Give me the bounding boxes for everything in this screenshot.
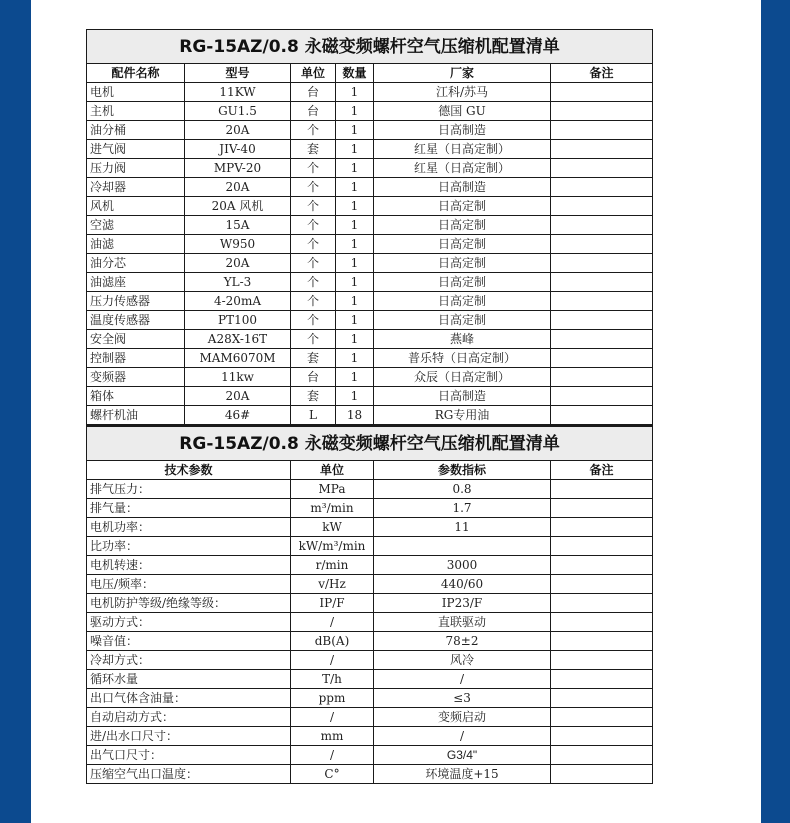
config-header-cell: 配件名称 <box>87 64 185 83</box>
table-cell: 个 <box>291 330 336 349</box>
table-cell: 电机防护等级/绝缘等级： <box>87 594 291 613</box>
table-cell: 安全阀 <box>87 330 185 349</box>
table-cell: 个 <box>291 159 336 178</box>
config-header-cell: 型号 <box>185 64 291 83</box>
table-cell: 个 <box>291 121 336 140</box>
table-row <box>87 727 653 746</box>
table-cell: PT100 <box>185 311 291 330</box>
table-cell <box>551 311 653 330</box>
table-cell: 驱动方式： <box>87 613 291 632</box>
table-cell: / <box>291 746 374 765</box>
table-cell: 直联驱动 <box>374 613 551 632</box>
spec-header-cell: 单位 <box>291 461 374 480</box>
spec-header-row <box>87 461 653 480</box>
table-cell <box>551 575 653 594</box>
table-cell: 油滤座 <box>87 273 185 292</box>
table-cell: 出气口尺寸： <box>87 746 291 765</box>
table-cell: kW <box>291 518 374 537</box>
table-cell: 螺杆机油 <box>87 406 185 425</box>
table-cell: / <box>291 708 374 727</box>
table-cell: 11KW <box>185 83 291 102</box>
table-cell <box>551 746 653 765</box>
table-row <box>87 178 653 197</box>
table-cell: 1 <box>336 121 374 140</box>
table-cell: 1 <box>336 387 374 406</box>
table-row <box>87 159 653 178</box>
table-cell: 变频启动 <box>374 708 551 727</box>
table-cell: 众辰（日高定制） <box>374 368 551 387</box>
table-cell: 20A 风机 <box>185 197 291 216</box>
table-cell: 4-20mA <box>185 292 291 311</box>
table-cell: 1 <box>336 254 374 273</box>
table-row <box>87 368 653 387</box>
table-cell <box>551 765 653 784</box>
table-row <box>87 518 653 537</box>
table-cell: 循环水量 <box>87 670 291 689</box>
table-row <box>87 556 653 575</box>
table-cell <box>551 518 653 537</box>
table-cell: 1 <box>336 292 374 311</box>
table-row <box>87 708 653 727</box>
table-cell: 日高制造 <box>374 178 551 197</box>
table-cell: YL-3 <box>185 273 291 292</box>
table-cell <box>551 632 653 651</box>
table-cell: A28X-16T <box>185 330 291 349</box>
table-cell: 油滤 <box>87 235 185 254</box>
table-cell: 个 <box>291 273 336 292</box>
table-cell: 进气阀 <box>87 140 185 159</box>
table-cell <box>551 708 653 727</box>
table-cell: 出口气体含油量： <box>87 689 291 708</box>
table-cell: 套 <box>291 140 336 159</box>
table-cell: 1 <box>336 311 374 330</box>
table-row <box>87 216 653 235</box>
table-cell: 11 <box>374 518 551 537</box>
table-cell: 78±2 <box>374 632 551 651</box>
table-row <box>87 406 653 425</box>
table-cell <box>551 556 653 575</box>
table-cell: 1 <box>336 349 374 368</box>
table-cell: 个 <box>291 235 336 254</box>
table-cell: 1 <box>336 368 374 387</box>
table-cell: 德国 GU <box>374 102 551 121</box>
table-cell: ≤3 <box>374 689 551 708</box>
config-header-cell: 单位 <box>291 64 336 83</box>
table-cell <box>551 727 653 746</box>
config-table <box>86 29 653 425</box>
table-cell: m³/min <box>291 499 374 518</box>
table-cell: C° <box>291 765 374 784</box>
table-cell: 46# <box>185 406 291 425</box>
spec-header-cell: 参数指标 <box>374 461 551 480</box>
table-cell <box>551 83 653 102</box>
table-row <box>87 83 653 102</box>
table-row <box>87 499 653 518</box>
table-cell: G3/4" <box>374 746 551 765</box>
table-cell <box>551 349 653 368</box>
table-cell <box>551 273 653 292</box>
table-cell: / <box>291 651 374 670</box>
table-cell: 环境温度+15 <box>374 765 551 784</box>
table-cell: 电机 <box>87 83 185 102</box>
table-row <box>87 575 653 594</box>
table-cell: IP23/F <box>374 594 551 613</box>
table-cell: kW/m³/min <box>291 537 374 556</box>
table-row <box>87 235 653 254</box>
table-cell: 台 <box>291 102 336 121</box>
table-cell: 1 <box>336 178 374 197</box>
table-cell <box>551 406 653 425</box>
table-cell: 套 <box>291 387 336 406</box>
table-cell: ppm <box>291 689 374 708</box>
table-cell: 排气量： <box>87 499 291 518</box>
table-cell: 套 <box>291 349 336 368</box>
table-cell: 噪音值： <box>87 632 291 651</box>
table-cell: 日高定制 <box>374 311 551 330</box>
table-cell: 1 <box>336 159 374 178</box>
table-cell: MPV-20 <box>185 159 291 178</box>
spec-table-title: RG-15AZ/0.8 永磁变频螺杆空气压缩机配置清单 <box>87 426 653 461</box>
table-row <box>87 765 653 784</box>
table-row <box>87 121 653 140</box>
table-cell: 台 <box>291 83 336 102</box>
table-cell: 日高定制 <box>374 273 551 292</box>
table-cell: 日高定制 <box>374 216 551 235</box>
table-cell: 11kw <box>185 368 291 387</box>
table-cell <box>551 121 653 140</box>
table-cell <box>551 330 653 349</box>
table-cell: 1 <box>336 235 374 254</box>
table-cell: 箱体 <box>87 387 185 406</box>
table-row <box>87 254 653 273</box>
table-cell: 电机功率： <box>87 518 291 537</box>
table-cell: 1 <box>336 83 374 102</box>
table-cell: T/h <box>291 670 374 689</box>
table-cell: 普乐特（日高定制） <box>374 349 551 368</box>
table-row <box>87 140 653 159</box>
table-cell: 日高制造 <box>374 121 551 140</box>
table-cell <box>551 197 653 216</box>
table-row <box>87 613 653 632</box>
table-cell: 个 <box>291 216 336 235</box>
table-cell: 个 <box>291 197 336 216</box>
spec-header-cell: 备注 <box>551 461 653 480</box>
table-cell: / <box>374 670 551 689</box>
table-cell <box>551 387 653 406</box>
config-header-cell: 数量 <box>336 64 374 83</box>
table-cell: 压力阀 <box>87 159 185 178</box>
table-row <box>87 349 653 368</box>
table-cell: 冷却方式： <box>87 651 291 670</box>
table-cell: IP/F <box>291 594 374 613</box>
table-cell <box>551 651 653 670</box>
table-cell: 电压/频率： <box>87 575 291 594</box>
table-cell: 1 <box>336 330 374 349</box>
table-cell: 比功率： <box>87 537 291 556</box>
table-cell <box>551 159 653 178</box>
table-cell: 红星（日高定制） <box>374 140 551 159</box>
document-tables <box>86 29 652 784</box>
table-cell: 变频器 <box>87 368 185 387</box>
table-cell: 自动启动方式： <box>87 708 291 727</box>
table-cell: 1 <box>336 140 374 159</box>
config-table-title: RG-15AZ/0.8 永磁变频螺杆空气压缩机配置清单 <box>87 30 653 64</box>
table-cell: GU1.5 <box>185 102 291 121</box>
table-cell: 日高定制 <box>374 254 551 273</box>
table-row <box>87 480 653 499</box>
table-row <box>87 197 653 216</box>
table-row <box>87 102 653 121</box>
table-row <box>87 594 653 613</box>
table-cell: / <box>374 727 551 746</box>
table-cell: 台 <box>291 368 336 387</box>
table-cell: 风机 <box>87 197 185 216</box>
table-cell <box>551 689 653 708</box>
table-row <box>87 632 653 651</box>
table-cell: 3000 <box>374 556 551 575</box>
table-cell <box>551 499 653 518</box>
table-row <box>87 273 653 292</box>
table-cell: L <box>291 406 336 425</box>
table-cell: 个 <box>291 311 336 330</box>
table-cell: JIV-40 <box>185 140 291 159</box>
table-cell <box>551 235 653 254</box>
table-row <box>87 689 653 708</box>
table-cell <box>551 670 653 689</box>
table-cell: 进/出水口尺寸： <box>87 727 291 746</box>
table-cell <box>551 178 653 197</box>
table-cell <box>551 216 653 235</box>
table-cell: 20A <box>185 178 291 197</box>
table-row <box>87 651 653 670</box>
table-cell: 红星（日高定制） <box>374 159 551 178</box>
table-cell: 440/60 <box>374 575 551 594</box>
table-cell: 压缩空气出口温度： <box>87 765 291 784</box>
table-cell: 油分桶 <box>87 121 185 140</box>
table-cell: 20A <box>185 254 291 273</box>
table-cell: 风冷 <box>374 651 551 670</box>
table-cell: 18 <box>336 406 374 425</box>
table-cell: 1.7 <box>374 499 551 518</box>
table-cell: 日高定制 <box>374 292 551 311</box>
table-cell: 冷却器 <box>87 178 185 197</box>
table-cell: 控制器 <box>87 349 185 368</box>
table-cell: 油分芯 <box>87 254 185 273</box>
table-cell <box>374 537 551 556</box>
table-cell: 20A <box>185 387 291 406</box>
table-cell <box>551 254 653 273</box>
table-cell <box>551 292 653 311</box>
table-cell: MAM6070M <box>185 349 291 368</box>
table-cell: MPa <box>291 480 374 499</box>
table-cell <box>551 140 653 159</box>
table-cell: 电机转速： <box>87 556 291 575</box>
table-cell: 空滤 <box>87 216 185 235</box>
table-cell: 江科/苏马 <box>374 83 551 102</box>
table-cell: / <box>291 613 374 632</box>
table-cell: 15A <box>185 216 291 235</box>
table-cell: 燕峰 <box>374 330 551 349</box>
table-cell: 压力传感器 <box>87 292 185 311</box>
spec-table <box>86 425 653 784</box>
table-cell: 主机 <box>87 102 185 121</box>
table-row <box>87 387 653 406</box>
table-cell: 1 <box>336 216 374 235</box>
table-row <box>87 330 653 349</box>
table-cell: 个 <box>291 178 336 197</box>
table-cell: 日高定制 <box>374 235 551 254</box>
table-row <box>87 670 653 689</box>
table-cell: 排气压力： <box>87 480 291 499</box>
config-header-row <box>87 64 653 83</box>
table-cell: 日高定制 <box>374 197 551 216</box>
table-cell: 1 <box>336 273 374 292</box>
table-cell: RG专用油 <box>374 406 551 425</box>
table-cell <box>551 480 653 499</box>
table-row <box>87 311 653 330</box>
table-cell: 个 <box>291 254 336 273</box>
table-cell: W950 <box>185 235 291 254</box>
table-cell <box>551 102 653 121</box>
table-row <box>87 537 653 556</box>
table-cell: 日高制造 <box>374 387 551 406</box>
table-cell: v/Hz <box>291 575 374 594</box>
table-cell <box>551 594 653 613</box>
config-header-cell: 备注 <box>551 64 653 83</box>
table-cell: 个 <box>291 292 336 311</box>
config-header-cell: 厂家 <box>374 64 551 83</box>
table-cell <box>551 537 653 556</box>
table-cell: 1 <box>336 197 374 216</box>
table-cell: r/min <box>291 556 374 575</box>
table-cell <box>551 613 653 632</box>
table-cell: 0.8 <box>374 480 551 499</box>
table-row <box>87 746 653 765</box>
table-cell <box>551 368 653 387</box>
table-cell: 20A <box>185 121 291 140</box>
table-cell: mm <box>291 727 374 746</box>
table-cell: 1 <box>336 102 374 121</box>
table-row <box>87 292 653 311</box>
spec-header-cell: 技术参数 <box>87 461 291 480</box>
table-cell: dB(A) <box>291 632 374 651</box>
table-cell: 温度传感器 <box>87 311 185 330</box>
